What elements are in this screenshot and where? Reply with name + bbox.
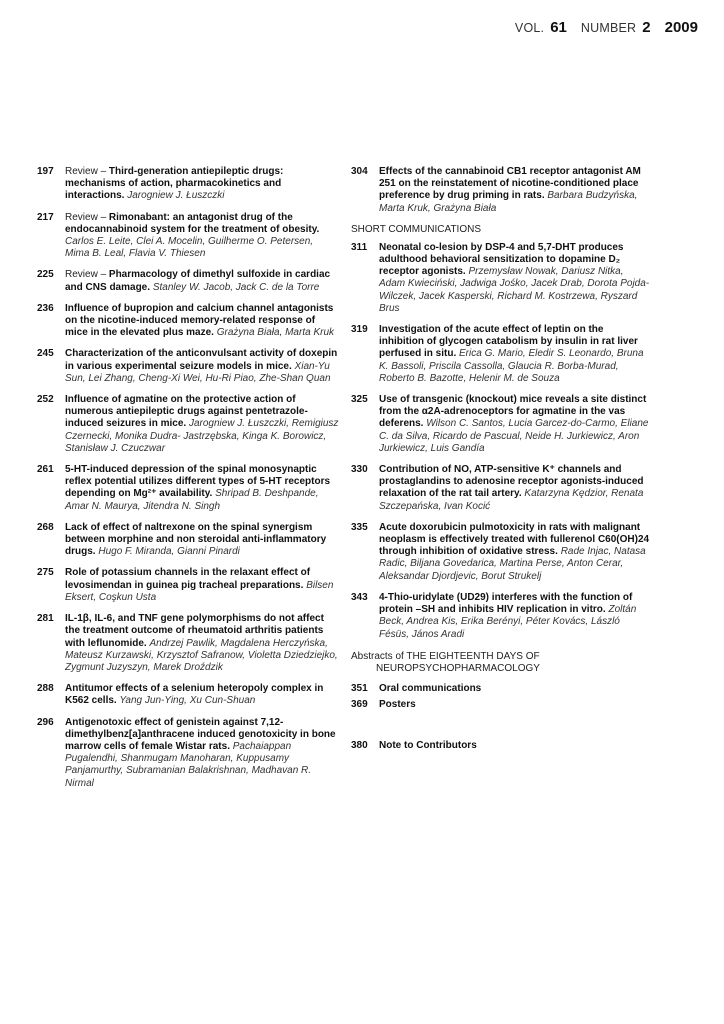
vol-label: VOL.	[514, 21, 545, 35]
article-authors: Yang Jun-Ying, Xu Cun-Shuan	[119, 695, 256, 707]
page-number: 325	[351, 394, 368, 406]
entry-body	[379, 464, 651, 513]
article-title: Oral communications	[379, 683, 482, 695]
year: 2009	[664, 19, 698, 36]
entry-body	[65, 683, 339, 707]
entry-body	[65, 394, 339, 455]
abstracts-line2: NEUROPSYCHOPHARMACOLOGY	[376, 662, 540, 674]
page-number: 197	[37, 166, 54, 177]
entry-body	[65, 717, 339, 790]
toc-entry	[37, 717, 339, 790]
toc-entry	[351, 166, 651, 215]
page-number: 261	[37, 464, 54, 476]
page-number: 225	[37, 269, 54, 281]
toc-entry	[351, 242, 651, 315]
article-title: Antigenotoxic effect of genistein against 7,12-dimethylbenz[a]anthracene induced genotoxicity in bone marrow cells of female Wistar rats.	[65, 716, 336, 752]
toc-entry	[37, 269, 339, 293]
entry-body	[65, 464, 339, 513]
toc-entry	[37, 613, 339, 674]
article-title: Contribution of NO, ATP-sensitive K⁺ channels and prostaglandins to adenosine receptor agonists-induced relaxation of the rat tail artery.	[379, 464, 644, 500]
toc-entry	[37, 522, 339, 559]
toc-entry	[37, 303, 339, 340]
toc-entry	[351, 464, 651, 513]
review-prefix: Review –	[65, 269, 109, 281]
toc-entry	[351, 592, 651, 641]
review-prefix: Review –	[65, 211, 109, 223]
abstracts-word: Abstracts of	[351, 650, 404, 662]
article-title: 5-HT-induced depression of the spinal monosynaptic reflex potential utilizes different types of 5-HT receptors depending on Mg²⁺ availability.	[65, 464, 331, 500]
page-number: 335	[351, 521, 368, 533]
entry-body	[379, 324, 651, 385]
section-label-short-communications: SHORT COMMUNICATIONS	[351, 223, 482, 235]
entry-body	[379, 683, 651, 695]
article-authors: Shripad B. Deshpande, Amar N. Maurya, Jitendra N. Singh	[65, 488, 319, 512]
article-title: Role of potassium channels in the relaxant effect of levosimendan in guinea pig tracheal preparations.	[65, 567, 311, 591]
toc-entry	[37, 166, 339, 203]
article-title: Neonatal co-lesion by DSP-4 and 5,7-DHT produces adulthood behavioral sensitization to dopamine D₂ receptor agonists.	[379, 241, 624, 278]
article-title: Posters	[379, 699, 416, 711]
entry-body	[379, 592, 651, 641]
article-authors: Zoltán Beck, Andrea Kis, Erika Berényi, Péter Kovács, László Fésüs, János Aradi	[379, 604, 637, 640]
page-number: 343	[351, 591, 368, 603]
article-authors: Jarogniew J. Łuszczki, Remigiusz Czernecki, Monika Dudra- Jastrzębska, Kinga K. Borowicz, Stanisław J. Czuczwar	[65, 418, 339, 454]
toc-entry	[351, 522, 651, 583]
article-title: Rimonabant: an antagonist drug of the endocannabinoid system for the treatment of obesity.	[65, 211, 320, 235]
toc-entry	[37, 348, 339, 385]
page-number: 304	[351, 166, 368, 177]
right-column	[351, 166, 651, 761]
page-number: 311	[351, 241, 368, 253]
entry-body	[65, 212, 339, 261]
page-number: 369	[351, 699, 368, 711]
article-authors: Jarogniew J. Łuszczki	[127, 190, 225, 202]
article-title: Effects of the cannabinoid CB1 receptor antagonist AM 251 on the reinstatement of nicotine-conditioned place preference by drug priming in rats.	[379, 166, 641, 202]
entry-body	[379, 242, 651, 315]
toc-entry	[37, 567, 339, 604]
page-number: 288	[37, 683, 54, 695]
toc-entry	[351, 699, 651, 711]
article-authors: Bilsen Eksert, Coşkun Usta	[65, 579, 334, 603]
page-number: 281	[37, 613, 54, 625]
page-number: 275	[37, 567, 54, 579]
toc-entry	[37, 212, 339, 261]
article-title: IL-1β, IL-6, and TNF gene polymorphisms do not affect the treatment outcome of rheumatoid arthritis patients with leflunomide.	[65, 613, 324, 649]
article-authors: Pachaiappan Pugalendhi, Shanmugam Manoharan, Kuppusamy Panjamurthy, Subramanian Balakrishnan, Madhavan R. Nirmal	[65, 740, 312, 789]
article-title: Lack of effect of naltrexone on the spinal synergism between morphine and non steroidal anti-inflammatory drugs.	[65, 521, 327, 558]
entry-body	[65, 522, 339, 559]
article-authors: Grażyna Biała, Marta Kruk	[216, 327, 334, 339]
entry-body	[379, 740, 651, 752]
entry-body	[65, 303, 339, 340]
number-label: NUMBER	[580, 21, 637, 35]
article-title: Investigation of the acute effect of leptin on the inhibition of glycogen catabolism by insulin in rat liver perfused in situ.	[379, 324, 638, 360]
article-authors: Xian-Yu Sun, Lei Zhang, Cheng-Xi Wei, Hu-Ri Piao, Zhe-Shan Quan	[65, 360, 331, 384]
page-number: 252	[37, 394, 54, 406]
entry-body	[379, 699, 651, 711]
entry-body	[379, 394, 651, 455]
toc-entry	[351, 683, 651, 695]
abstracts-line1: THE EIGHTEENTH DAYS OF	[406, 650, 540, 662]
abstracts-heading	[351, 651, 651, 675]
toc-entry	[37, 683, 339, 707]
article-authors: Rade Injac, Natasa Radic, Biljana Govedarica, Martina Perse, Anton Cerar, Aleksandar Djordjevic, Borut Strukelj	[379, 546, 646, 582]
entry-body	[379, 166, 651, 215]
article-authors: Andrzej Pawlik, Magdalena Herczyńska, Mateusz Kurzawski, Krzysztof Safranow, Violetta Dziedziejko, Zygmunt Juzyszyn, Marek Droździk	[65, 637, 338, 673]
article-title: Pharmacology of dimethyl sulfoxide in cardiac and CNS damage.	[65, 269, 331, 293]
page-number: 380	[351, 739, 368, 751]
article-authors: Erica G. Mario, Eledir S. Leonardo, Bruna K. Bassoli, Priscila Cassolla, Glaucia R. Borba-Murad, Roberto B. Bazotte, Helenir M. de Souza	[379, 348, 644, 384]
entry-body	[379, 522, 651, 583]
article-title: Use of transgenic (knockout) mice reveals a site distinct from the α2A-adrenoceptors for agmatine in the vas deferens.	[379, 394, 647, 430]
article-authors: Carlos E. Leite, Clei A. Mocelin, Guilherme O. Petersen, Mima B. Leal, Flavia V. Thiesen	[65, 236, 314, 260]
article-title: Influence of bupropion and calcium channel antagonists on the nicotine-induced memory-related response of mice in the elevated plus maze.	[65, 302, 334, 339]
toc-entry	[37, 394, 339, 455]
entry-body	[65, 269, 339, 293]
issue-number: 2	[642, 19, 651, 36]
article-title: Third-generation antiepileptic drugs: mechanisms of action, pharmacokinetics and interactions.	[65, 166, 284, 202]
article-authors: Stanley W. Jacob, Jack C. de la Torre	[152, 281, 320, 293]
toc-entry	[37, 464, 339, 513]
page-number: 296	[37, 716, 54, 728]
toc-entry	[351, 740, 651, 752]
article-authors: Barbara Budzyńska, Marta Kruk, Grażyna Biała	[379, 190, 638, 214]
entry-body	[65, 348, 339, 385]
toc-entry	[351, 324, 651, 385]
entry-body	[65, 166, 339, 203]
page-number: 217	[37, 211, 54, 223]
article-authors: Hugo F. Miranda, Gianni Pinardi	[98, 546, 240, 558]
toc-entry	[351, 394, 651, 455]
article-title: Note to Contributors	[379, 739, 477, 751]
page-number: 319	[351, 324, 368, 336]
review-prefix: Review –	[65, 166, 109, 177]
article-authors: Przemysław Nowak, Dariusz Nitka, Adam Kwieciński, Jadwiga Jośko, Jacek Drab, Dorota Pojda-Wilczek, Jacek Kasperski, Richard M. Kostrzewa, Ryszard Brus	[379, 266, 650, 314]
article-title: Characterization of the anticonvulsant activity of doxepin in various experimental seizure models in mice.	[65, 348, 338, 372]
article-authors: Wilson C. Santos, Lucia Garcez-do-Carmo, Eliane C. da Silva, Ricardo de Pascual, Neide H. Jurkiewicz, Aron Jurkiewicz, Luis Gandía	[379, 418, 649, 454]
left-column	[37, 166, 339, 799]
article-title: Influence of agmatine on the protective action of numerous antiepileptic drugs against pentetrazole-induced seizures in mice.	[65, 394, 308, 430]
page-number: 236	[37, 302, 54, 314]
entry-body	[65, 613, 339, 674]
journal-header	[515, 19, 698, 36]
vol-number: 61	[550, 19, 567, 36]
article-title: Acute doxorubicin pulmotoxicity in rats with malignant neoplasm is effectively treated with fullerenol C60(OH)24 through inhibition of oxidative stress.	[379, 521, 650, 558]
article-authors: Katarzyna Kędzior, Renata Szczepańska, Ivan Kocić	[379, 488, 644, 512]
article-title: Antitumor effects of a selenium heteropoly complex in K562 cells.	[65, 683, 324, 707]
page-number: 268	[37, 521, 54, 533]
page-number: 330	[351, 464, 368, 476]
article-title: 4-Thio-uridylate (UD29) interferes with the function of protein –SH and inhibits HIV replication in vitro.	[379, 591, 633, 616]
page-number: 245	[37, 348, 54, 360]
entry-body	[65, 567, 339, 604]
page-number: 351	[351, 683, 368, 695]
